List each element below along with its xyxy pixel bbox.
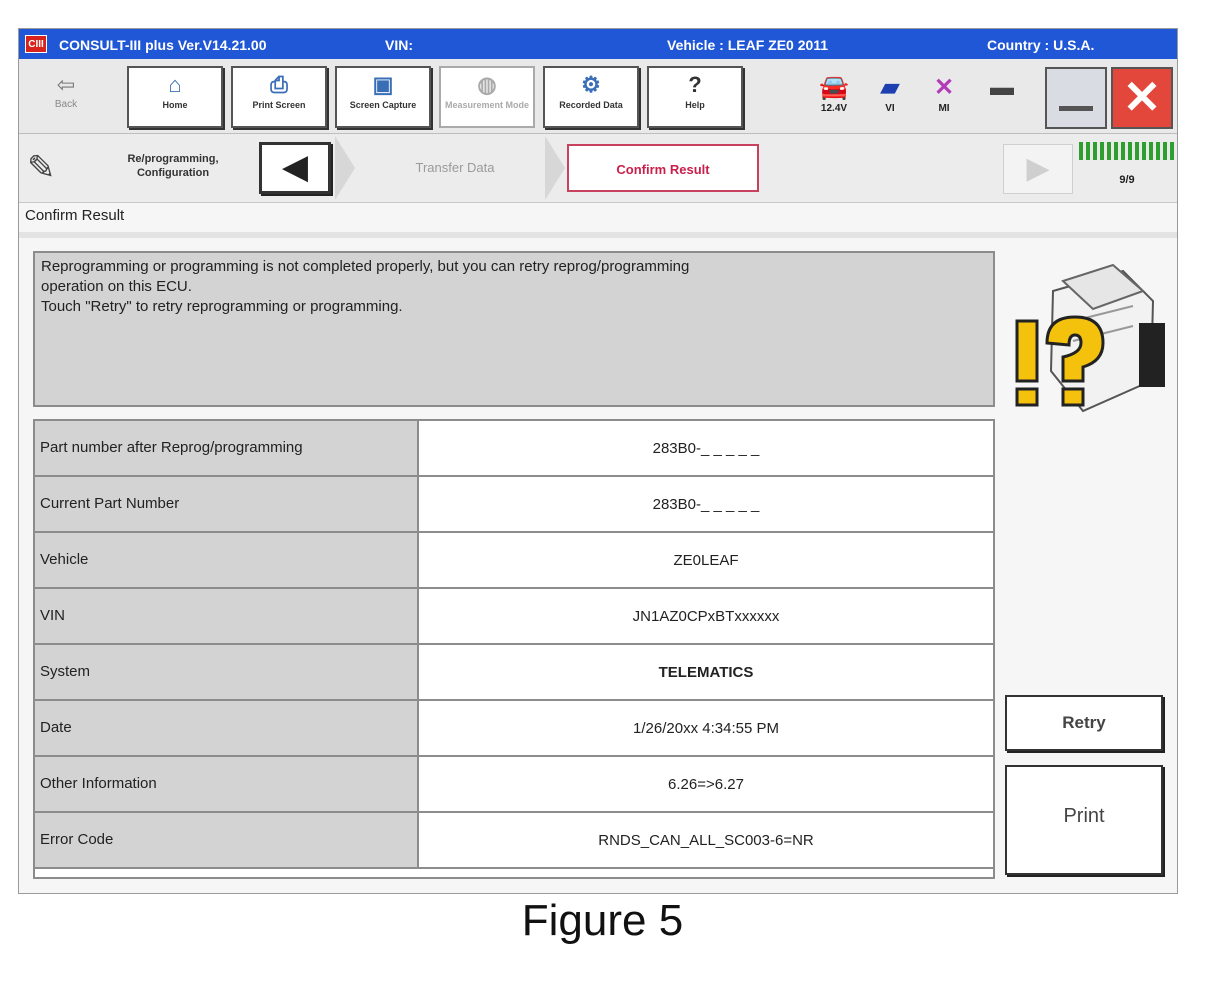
table-row [35, 589, 993, 645]
vehicle-label: Vehicle : LEAF ZE0 2011 [667, 37, 829, 53]
next-step-button[interactable] [1003, 144, 1073, 194]
left-triangle-icon: ◀ [281, 148, 309, 186]
page-title: Confirm Result [25, 207, 125, 224]
app-title: CONSULT-III plus Ver.V14.21.00 [59, 37, 267, 53]
back-label: Back [54, 99, 78, 110]
table-row [35, 645, 993, 701]
message-line: Reprogramming or programming is not completed properly, but you can retry reprog/programming [41, 258, 690, 275]
car-icon: 🚘 [819, 74, 849, 101]
nav-title: Re/programming, Configuration [127, 153, 219, 179]
right-triangle-icon: ▶ [1026, 152, 1050, 185]
progress-text: 9/9 [1119, 174, 1135, 186]
table-row [35, 533, 993, 589]
consult-logo-icon: CIII [25, 35, 47, 53]
row-label: Error Code [35, 813, 419, 867]
close-button[interactable] [1111, 67, 1173, 129]
row-value: 6.26=>6.27 [668, 775, 744, 793]
minimize-button[interactable] [1045, 67, 1107, 129]
row-label: VIN [35, 589, 419, 643]
camera-icon: ▣ [372, 72, 394, 97]
connector-icon: ▬ [990, 74, 1014, 101]
meter-icon: ◍ [477, 72, 497, 97]
step-confirm-result: Confirm Result [567, 144, 759, 192]
retry-button[interactable]: Retry [1005, 695, 1163, 751]
message-line: Touch "Retry" to retry reprogramming or programming. [41, 298, 403, 315]
battery-voltage: 12.4V [820, 103, 848, 114]
help-icon: ? [688, 72, 702, 97]
row-label: Date [35, 701, 419, 755]
table-row [35, 701, 993, 757]
reprogramming-icon: ✎ [27, 149, 56, 187]
back-button[interactable] [41, 71, 91, 121]
home-button[interactable] [127, 66, 223, 128]
table-row [35, 813, 993, 869]
consult-window [18, 28, 1178, 894]
battery-status [809, 73, 859, 114]
recorded-data-label: Recorded Data [559, 100, 623, 110]
result-message [33, 251, 995, 407]
row-value: 1/26/20xx 4:34:55 PM [633, 719, 779, 737]
vi-device-icon: ▰ [880, 74, 900, 101]
step-chevron [545, 136, 565, 200]
help-label: Help [685, 100, 705, 110]
toolbar [19, 59, 1177, 134]
row-value: 283B0-_ _ _ _ _ [652, 439, 760, 457]
screen-capture-label: Screen Capture [349, 100, 417, 110]
row-label: Current Part Number [35, 477, 419, 531]
table-row [35, 477, 993, 533]
country-label: Country : U.S.A. [987, 37, 1095, 53]
close-icon: ✕ [1122, 71, 1162, 123]
vi-status [865, 73, 915, 114]
row-label: Vehicle [35, 533, 419, 587]
ecu-warning-icon [1003, 251, 1169, 421]
progress-bar [1079, 142, 1175, 160]
vin-label: VIN: [385, 37, 413, 53]
figure-caption: Figure 5 [521, 896, 684, 945]
recorded-data-icon: ⚙ [581, 72, 601, 97]
message-line: operation on this ECU. [41, 278, 192, 295]
vi-label: VI [885, 103, 895, 114]
mi-status [919, 73, 969, 114]
row-label: Other Information [35, 757, 419, 811]
screen-capture-button[interactable] [335, 66, 431, 128]
help-button[interactable] [647, 66, 743, 128]
previous-step-button[interactable] [259, 142, 331, 194]
title-bar [19, 29, 1177, 59]
step-progress [1079, 142, 1175, 186]
row-value: TELEMATICS [658, 663, 754, 681]
row-label: Part number after Reprog/programming [35, 421, 419, 475]
row-value: RNDS_CAN_ALL_SC003-6=NR [598, 831, 814, 849]
mi-disconnected-icon: ✕ [933, 74, 955, 101]
home-label: Home [162, 100, 188, 110]
row-label: System [35, 645, 419, 699]
back-arrow-icon: ⇦ [56, 72, 76, 97]
row-value: 283B0-_ _ _ _ _ [652, 495, 760, 513]
print-screen-button[interactable] [231, 66, 327, 128]
step-transfer-data: Transfer Data [415, 160, 495, 175]
print-button[interactable]: Print [1005, 765, 1163, 875]
table-row [35, 421, 993, 477]
printer-icon: ⎙ [270, 72, 288, 97]
table-row [35, 757, 993, 813]
print-screen-label: Print Screen [252, 100, 306, 110]
connector-status [977, 73, 1027, 103]
home-icon: ⌂ [168, 72, 182, 97]
row-value: JN1AZ0CPxBTxxxxxx [632, 607, 780, 625]
navigation-bar [19, 134, 1177, 203]
step-chevron [335, 136, 355, 200]
section-divider [19, 232, 1177, 238]
measurement-mode-button[interactable] [439, 66, 535, 128]
recorded-data-button[interactable] [543, 66, 639, 128]
measurement-mode-label: Measurement Mode [444, 100, 530, 110]
mi-label: MI [938, 103, 950, 114]
result-table [33, 419, 995, 879]
row-value: ZE0LEAF [673, 551, 739, 569]
